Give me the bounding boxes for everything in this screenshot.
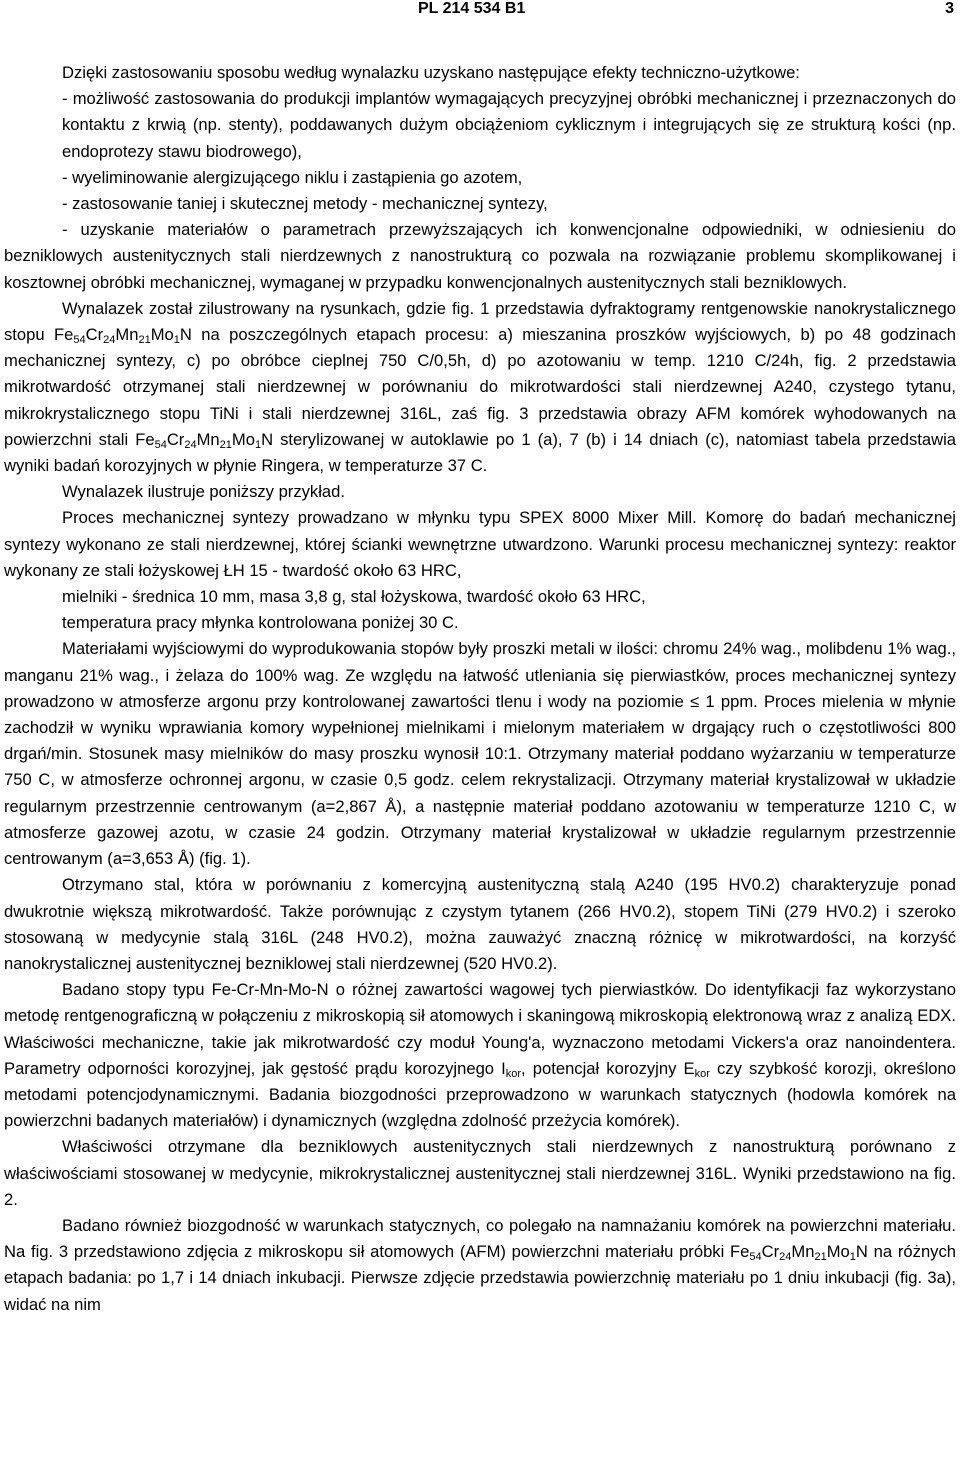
page-number: 3 [945,0,954,17]
paragraph: Proces mechanicznej syntezy prowadzano w młynku typu SPEX 8000 Mixer Mill. Komorę do badań mechanicznej syntezy wykonano ze stali nierdzewnej, której ścianki wewnętrzne utwardzono. Warunki procesu mechanicznej syntezy: reaktor wykonany ze stali łożyskowej ŁH 15 - twardość około 63 HRC, [4,508,956,580]
paragraph: Badano stopy typu Fe-Cr-Mn-Mo-N o różnej zawartości wagowej tych pierwiastków. Do identyfikacji faz wykorzystano metodę rentgenograficzną w połączeniu z mikroskopią sił atomowych i skaningową mikroskopią elektronową wraz z analizą EDX. Właściwości mechaniczne, takie jak mikrotwardość czy moduł Young'a, wyznaczono metodami Vickers'a oraz nanoindentera. Parametry odporności korozyjnej, jak gęstość prądu korozyjnego $I_{kor}$, potencjał korozyjny $E_{kor}$ czy szybkość korozji, określono metodami potencjodynamicznymi. Badania biozgodności przeprowadzono w warunkach statycznych (hodowla komórek na powierzchni badanych materiałów) i dynamicznych (względna zdolność przeżycia komórek). [4,980,956,1131]
list-item: mielniki - średnica 10 mm, masa 3,8 g, stal łożyskowa, twardość około 63 HRC, [62,587,646,607]
paragraph: Otrzymano stal, która w porównaniu z komercyjną austenityczną stalą A240 (195 HV0.2) charakteryzuje ponad dwukrotnie większą mikrotwardość. Także porównując z czystym tytanem (266 HV0.2), stopem TiNi (279 HV0.2) i szeroko stosowaną w medycynie stalą 316L (248 HV0.2), można zauważyć znaczną różnicę w mikrotwardości, na korzyść nanokrystalicznej austenitycznej bezniklowej stali nierdzewnej (520 HV0.2). [4,875,956,973]
paragraph: Badano również biozgodność w warunkach statycznych, co polegało na namnażaniu komórek na powierzchni materiału. Na fig. 3 przedstawiono zdjęcia z mikroskopu sił atomowych (AFM) powierzchni materiału próbki $Fe_{54}Cr_{24}Mn_{21}Mo_1N$ na różnych etapach badania: po 1,7 i 14 dniach inkubacji. Pierwsze zdjęcie przedstawia powierzchnię materiału po 1 dniu inkubacji (fig. 3a), widać na nim [4,1215,956,1314]
list-item: - uzyskanie materiałów o parametrach przewyższających ich konwencjonalne odpowiedniki, w odniesieniu do bezniklowych austenitycznych stali nierdzewnych z nanostrukturą co pozwala na rozwiązanie problemu skomplikowanej i kosztownej obróbki mechanicznej, wymaganej w przypadku konwencjonalnych austenitycznych stali bezniklowych. [4,220,956,292]
document-body [4,60,956,1318]
page-header [0,0,960,20]
paragraph: Materiałami wyjściowymi do wyprodukowania stopów były proszki metali w ilości: chromu 24% wag., molibdenu 1% wag., manganu 21% wag., i żelaza do 100% wag. Ze względu na łatwość utleniania się pierwiastków, proces mechanicznej syntezy prowadzono w atmosferze argonu przy kontrolowanej zawartości tlenu i wody na poziomie ≤ 1 ppm. Proces mielenia w młynie zachodził w wyniku wprawiania komory wypełnionej mielnikami i mielonym materiałem w drgający ruch o częstotliwości 800 drgań/min. Stosunek masy mielników do masy proszku wynosił 10:1. Otrzymany materiał poddano wyżarzaniu w temperaturze 750 C, w atmosferze ochronnej argonu, w czasie 0,5 godz. celem rekrystalizacji. Otrzymany materiał krystalizował w układzie regularnym przestrzennie centrowanym (a=2,867 Å), a następnie materiał poddano azotowaniu w temperaturze 1210 C, w atmosferze gazowej azotu, w czasie 24 godzin. Otrzymany materiał krystalizował w układzie regularnym przestrzennie centrowanym (a=3,653 Å) (fig. 1). [4,639,956,869]
list-item: - zastosowanie taniej i skutecznej metody - mechanicznej syntezy, [62,194,548,214]
paragraph: Wynalazek ilustruje poniższy przykład. [62,482,345,502]
list-item: temperatura pracy młynka kontrolowana poniżej 30 C. [62,613,459,633]
paragraph: Dzięki zastosowaniu sposobu według wynalazku uzyskano następujące efekty techniczno-użytkowe: [62,63,800,82]
paragraph: Wynalazek został zilustrowany na rysunkach, gdzie fig. 1 przedstawia dyfraktogramy rentgenowskie nanokrystalicznego stopu $Fe_{54}Cr_{24}Mn_{21}Mo_1N$ na poszczególnych etapach procesu: a) mieszanina proszków wyjściowych, b) po 48 godzinach mechanicznej syntezy, c) po obróbce cieplnej 750 C/0,5h, d) po azotowaniu w temp. 1210 C/24h, fig. 2 przedstawia mikrotwardość otrzymanej stali nierdzewnej w porównaniu do mikrotwardości stali nierdzewnej A240, czystego tytanu, mikrokrystalicznego stopu TiNi i stali nierdzewnej 316L, zaś fig. 3 przedstawia obrazy AFM komórek wyhodowanych na powierzchni stali $Fe_{54}Cr_{24}Mn_{21}Mo_1N$ sterylizowanej w autoklawie po 1 (a), 7 (b) i 14 dniach (c), natomiast tabela przedstawia wyniki badań korozyjnych w płynie Ringera, w temperaturze 37 C. [4,298,957,476]
list-item: - możliwość zastosowania do produkcji implantów wymagających precyzyjnej obróbki mechanicznej i przeznaczonych do kontaktu z krwią (np. stenty), poddawanych dużym obciążeniom cyklicznym i integrujących się ze strukturą kości (np. endoprotezy stawu biodrowego), [62,89,956,161]
paragraph: Właściwości otrzymane dla bezniklowych austenitycznych stali nierdzewnych z nanostrukturą porównano z właściwościami stosowanej w medycynie, mikrokrystalicznej austenitycznej stali nierdzewnej 316L. Wyniki przedstawiono na fig. 2. [4,1137,956,1209]
list-item: - wyeliminowanie alergizującego niklu i zastąpienia go azotem, [62,167,523,187]
patent-number: PL 214 534 B1 [418,0,526,17]
